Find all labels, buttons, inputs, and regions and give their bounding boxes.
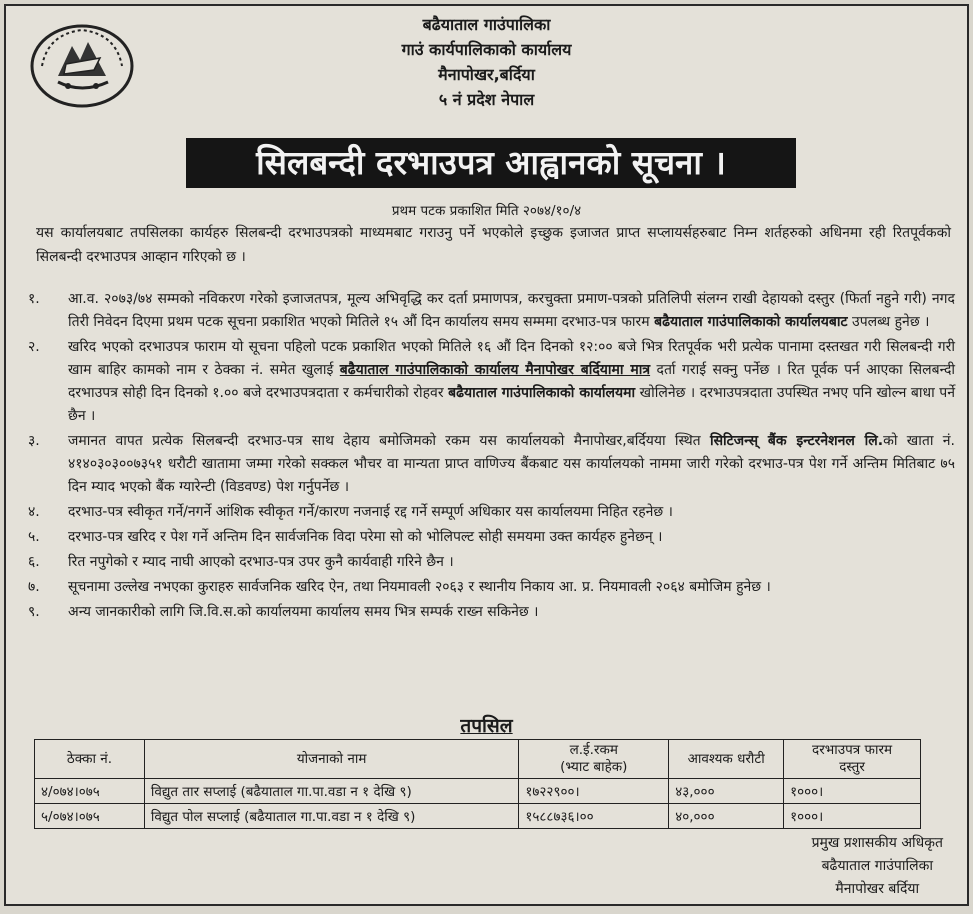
cell-form-fee: १०००। xyxy=(784,804,921,829)
office-name: गाउं कार्यपालिकाको कार्यालय xyxy=(401,40,572,59)
municipality-name: बढैयाताल गाउंपालिका xyxy=(422,15,551,34)
item-text: जमानत वापत प्रत्येक सिलबन्दी दरभाउ-पत्र साथ देहाय बमोजिमको रकम यस कार्यालयको मैनापोखर,बर्दियया स्थित सिटिजन्स् बैंक इन्टरनेशनल लि.को खाता नं. ४१४०३०३००७३५१ धरौटी खातामा जम्मा गरेको सक्कल भौचर वा मान्यता प्राप्त वाणिज्य बैंकबाट यस कार्यालयको नाममा जारी गरेको दरभाउ-पत्र पेश गर्ने अन्तिम मितिबाट ७५ दिन म्याद भएको बैंक ग्यारेन्टी (विडवण्ड) पेश गर्नुपर्नेछ । xyxy=(68,433,955,495)
item-number: २. xyxy=(28,339,40,355)
item-text: आ.व. २०७३/७४ सम्मको नविकरण गरेको इजाजतपत्र, मूल्य अभिवृद्धि कर दर्ता प्रमाणपत्र, करचुक्ता प्रमाण-पत्रको प्रतिलिपी संलग्न राखी देहायको दस्तुर (फिर्ता नहुने गरी) नगद तिरी निवेदन दिएमा प्रथम पटक सूचना प्रकाशित भएको मितिले १५ औं दिन कार्यालय समय सम्ममा दरभाउ-पत्र फारम बढैयाताल गाउंपालिकाको कार्यालयबाट उपलब्ध हुनेछ । xyxy=(68,291,955,330)
item-text: सूचनामा उल्लेख नभएका कुराहरु सार्वजनिक खरिद ऐन, तथा नियमावली २०६३ र स्थानीय निकाय आ. प्र. नियमावली २०६४ बमोजिम हुनेछ । xyxy=(68,579,771,595)
cell-cost-estimate: १५८८७३६।०० xyxy=(519,804,669,829)
item-text: रित नपुगेको र म्याद नाघी आएको दरभाउ-पत्र उपर कुनै कार्यवाही गरिने छैन । xyxy=(68,554,454,570)
col-cost-estimate: ल.ई.रकम (भ्याट बाहेक) xyxy=(519,740,669,779)
item-text: खरिद भएको दरभाउपत्र फाराम यो सूचना पहिलो पटक प्रकाशित भएको मितिले १६ औं दिन दिनको १२:०० बजे भित्र रितपूर्वक भरी प्रत्येक पानामा दस्तखत गरी सिलबन्दी गरी खाम बाहिर कामको नाम र ठेक्का नं. समेत खुलाई बढैयाताल गाउंपालिकाको कार्यालय मैनापोखर बर्दियामा मात्र दर्ता गराई सक्नु पर्नेछ । रित पूर्वक पर्न आएका सिलबन्दी दरभाउपत्र सोही दिन दिनको १.०० बजे दरभाउपत्रदाता र कर्मचारीको रोहवर बढैयाताल गाउंपालिकाको कार्यालयमा खोलिनेछ । दरभाउपत्रदाता उपस्थित नभए पनि खोल्न बाधा पर्ने छैन । xyxy=(68,339,956,424)
item-number: ६. xyxy=(28,554,40,570)
col-project-name: योजनाको नाम xyxy=(144,740,518,779)
signatory-office: बढैयाताल गाउंपालिका xyxy=(821,858,933,874)
cell-deposit: ४३,००० xyxy=(669,779,784,804)
intro-paragraph: यस कार्यालयबाट तपसिलका कार्यहरु सिलबन्दी दरभाउपत्रको माध्यमबाट गराउनु पर्ने भएकोले इच्छुक इजाजत प्राप्त सप्लायर्सहरुबाट निम्न शर्तहरुको अधिनमा रही रितपूर्वकको सिलबन्दी दरभाउपत्र आव्हान गरिएको छ । xyxy=(36,225,951,265)
col-deposit: आवश्यक धरौटी xyxy=(669,740,784,779)
schedule-heading: तपसिल xyxy=(460,715,513,737)
list-item xyxy=(20,551,955,574)
notice-page xyxy=(4,4,969,906)
signatory-location: मैनापोखर बर्दिया xyxy=(835,881,920,897)
item-text: अन्य जानकारीको लागि जि.वि.स.को कार्यालयमा कार्यालय समय भित्र सम्पर्क राख्न सकिनेछ । xyxy=(68,604,539,620)
cell-form-fee: १०००। xyxy=(784,779,921,804)
cell-contract-no: ४/०७४।०७५ xyxy=(35,779,145,804)
item-number: ९. xyxy=(28,604,40,620)
list-item xyxy=(20,288,955,334)
item-number: ५. xyxy=(28,529,40,545)
publish-date: प्रथम पटक प्रकाशित मिति २०७४/१०/४ xyxy=(391,203,582,219)
table-row xyxy=(35,779,921,804)
schedule-table xyxy=(34,739,921,829)
col-contract-no: ठेक्का नं. xyxy=(35,740,145,779)
item-text: दरभाउ-पत्र स्वीकृत गर्ने/नगर्ने आंशिक स्वीकृत गर्ने/कारण नजनाई रद्द गर्ने सम्पूर्ण अधिकार यस कार्यालयमा निहित रहनेछ । xyxy=(68,504,673,520)
table-row xyxy=(35,804,921,829)
cell-project-name: विद्युत तार सप्लाई (बढैयाताल गा.पा.वडा न १ देखि ९) xyxy=(144,779,518,804)
cell-project-name: विद्युत पोल सप्लाई (बढैयाताल गा.पा.वडा न १ देखि ९) xyxy=(144,804,518,829)
office-location: मैनापोखर,बर्दिया xyxy=(438,65,535,84)
item-number: ४. xyxy=(28,504,40,520)
list-item xyxy=(20,430,955,499)
item-number: ७. xyxy=(28,579,40,595)
province-name: ५ नं प्रदेश नेपाल xyxy=(438,90,535,109)
item-number: १. xyxy=(28,291,40,307)
table-header-row xyxy=(35,740,921,779)
list-item xyxy=(20,576,955,599)
col-form-fee: दरभाउपत्र फारम दस्तुर xyxy=(784,740,921,779)
notice-title: सिलबन्दी दरभाउपत्र आह्वानको सूचना । xyxy=(186,138,796,188)
item-number: ३. xyxy=(28,433,40,449)
signature-block xyxy=(812,832,943,901)
signatory-title: प्रमुख प्रशासकीय अधिकृत xyxy=(811,835,943,851)
list-item xyxy=(20,526,955,549)
list-item xyxy=(20,336,955,428)
conditions-list xyxy=(20,288,955,626)
office-header xyxy=(6,12,967,112)
item-text: दरभाउ-पत्र खरिद र पेश गर्ने अन्तिम दिन सार्वजनिक विदा परेमा सो को भोलिपल्ट सोही समयमा उक्त कार्यहरु हुनेछन् । xyxy=(68,529,663,545)
list-item xyxy=(20,601,955,624)
list-item xyxy=(20,501,955,524)
cell-contract-no: ५/०७४।०७५ xyxy=(35,804,145,829)
cell-deposit: ४०,००० xyxy=(669,804,784,829)
cell-cost-estimate: १७२२९००। xyxy=(519,779,669,804)
